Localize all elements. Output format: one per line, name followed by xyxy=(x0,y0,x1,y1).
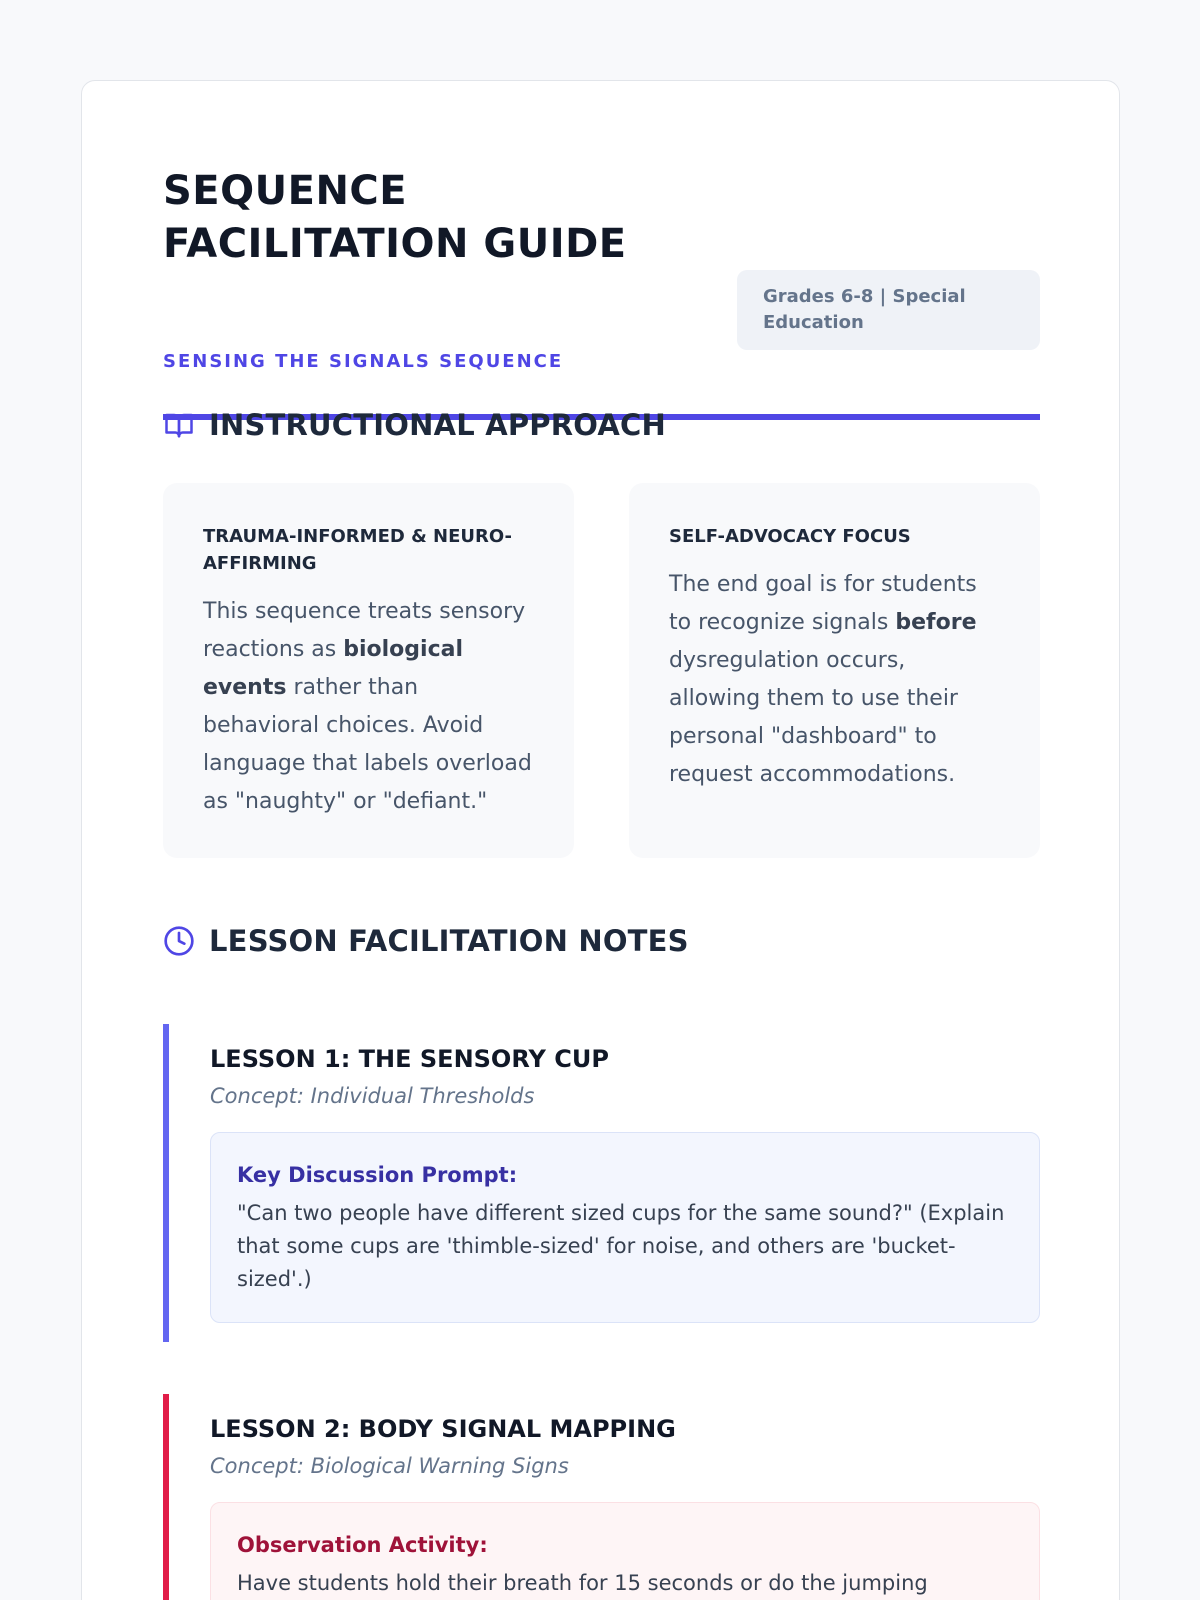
page-subtitle: SENSING THE SIGNALS SEQUENCE xyxy=(163,351,564,372)
discussion-prompt-box xyxy=(210,1132,1040,1323)
approach-card-text: This sequence treats sensory reactions as biological events rather than behavioral choices. Avoid language that labels overload as "naughty" or "defiant." xyxy=(203,599,532,814)
approach-card-trauma-informed xyxy=(163,483,574,858)
section-heading-notes xyxy=(163,921,689,961)
approach-card-self-advocacy xyxy=(629,483,1040,858)
lesson-concept: Concept: Individual Thresholds xyxy=(210,1084,535,1108)
lesson-title: LESSON 2: BODY SIGNAL MAPPING xyxy=(210,1415,676,1443)
guide-header xyxy=(163,165,1040,372)
prompt-heading: Key Discussion Prompt: xyxy=(237,1163,518,1187)
observation-activity-box xyxy=(210,1502,1040,1600)
section-heading-label: INSTRUCTIONAL APPROACH xyxy=(209,408,666,442)
prompt-text: "Can two people have different sized cups for the same sound?" (Explain that some cups are 'thimble-sized' for noise, and others are 'bucket-sized'.) xyxy=(237,1201,1005,1291)
lesson-card-1 xyxy=(163,1024,1040,1342)
approach-card-title: TRAUMA-INFORMED & NEURO-AFFIRMING xyxy=(203,526,512,574)
activity-text: Have students hold their breath for 15 seconds or do the jumping xyxy=(237,1571,928,1595)
approach-card-title: SELF-ADVOCACY FOCUS xyxy=(669,526,911,547)
lesson-concept: Concept: Biological Warning Signs xyxy=(210,1454,569,1478)
section-heading-approach xyxy=(163,405,666,445)
book-open-icon xyxy=(163,409,195,441)
guide-card xyxy=(81,80,1120,1600)
lesson-title: LESSON 1: THE SENSORY CUP xyxy=(210,1045,609,1073)
grade-badge: Grades 6-8 | Special Education xyxy=(737,270,1040,350)
section-heading-label: LESSON FACILITATION NOTES xyxy=(209,924,689,958)
lesson-card-2 xyxy=(163,1394,1040,1600)
approach-card-text: The end goal is for students to recognize signals before dysregulation occurs, allowing them to use their personal "dashboard" to request accommodations. xyxy=(669,572,977,787)
page-title: SEQUENCE FACILITATION GUIDE xyxy=(163,168,627,267)
activity-heading: Observation Activity: xyxy=(237,1533,488,1557)
clock-icon xyxy=(163,925,195,957)
